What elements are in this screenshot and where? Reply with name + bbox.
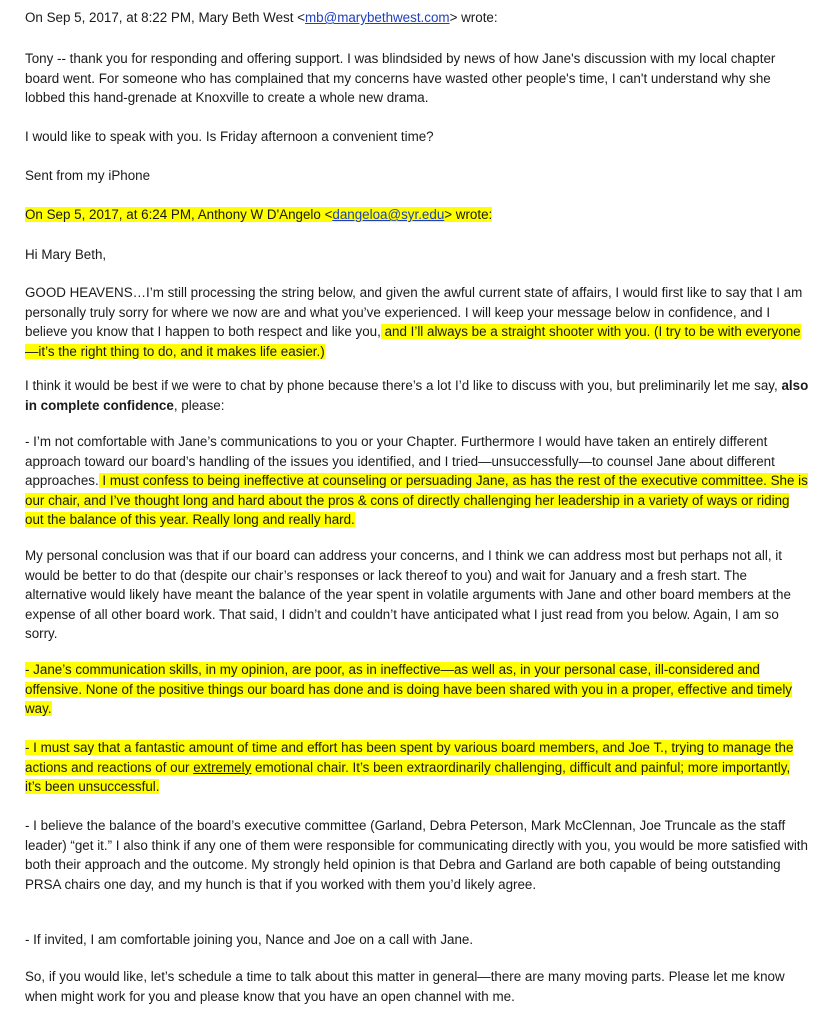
email1-header-prefix: On Sep 5, 2017, at 8:22 PM, Mary Beth West < <box>25 10 305 25</box>
email2-paragraph-4: My personal conclusion was that if our board can address your concerns, and I think we can address most but perhaps not all, it would be better to do that (despite our chair’s responses or lack thereof to you) and wait for January and a fresh start. The alternative would likely have meant the balance of the year spent in volatile arguments with Jane and other board members at the expense of all other board work. That said, I didn’t and couldn’t have anticipated what I just read from you below. Again, I am so sorry. <box>25 548 791 642</box>
email2-paragraph-2 <box>25 376 810 415</box>
email2-header-suffix: > wrote: <box>444 207 493 222</box>
email2-sender-link[interactable]: dangeloa@syr.edu <box>332 207 445 222</box>
email2-paragraph-6 <box>25 738 810 797</box>
email1-paragraph-1: Tony -- thank you for responding and offering support. I was blindsided by news of how Jane's discussion with my local chapter board went. For someone who has complained that my concerns have wasted other people's time, I can't understand why she lobbed this hand-grenade at Knoxville to create a whole new drama. <box>25 51 776 106</box>
email2-paragraph-1 <box>25 283 810 361</box>
p2-bold: also in complete confidence <box>25 378 809 413</box>
p2-before: I think it would be best if we were to chat by phone because there’s a lot I’d like to discuss with you, but preliminarily let me say, <box>25 378 782 393</box>
p5-highlight: - Jane’s communication skills, in my opinion, are poor, as in ineffective—as well as, in your personal case, ill-considered and offensive. None of the positive things our board has done and is doing have been shared with you in a proper, effective and timely way. <box>25 662 792 717</box>
p1-highlight: and I’ll always be a straight shooter with you. (I try to be with everyone—it’s the right thing to do, and it makes life easier.) <box>25 324 801 359</box>
p6-before: - I must say that a fantastic amount of time and effort has been spent by various board members, and Joe T., trying to manage the actions and reactions of our <box>25 740 794 775</box>
email1-signature: Sent from my iPhone <box>25 168 151 183</box>
p6-underline: extremely <box>193 759 252 775</box>
email2-paragraph-9: So, if you would like, let’s schedule a time to talk about this matter in general—there are many moving parts. Please let me know when might work for you and please know that you have an open channel with me. <box>25 969 785 1004</box>
email2-header <box>25 205 810 225</box>
email1-paragraph-2: I would like to speak with you. Is Friday afternoon a convenient time? <box>25 129 434 144</box>
email2-paragraph-5 <box>25 660 810 719</box>
email2-paragraph-3 <box>25 432 810 530</box>
p3-plain: - I’m not comfortable with Jane’s communications to you or your Chapter. Furthermore I would have taken an entirely different approach toward our board’s handling of the issues you identified, and I tried—unsuccessfully—to counsel Jane about different approaches. <box>25 434 775 489</box>
email2-paragraph-7: - I believe the balance of the board’s executive committee (Garland, Debra Peterson, Mark McClennan, Joe Truncale as the staff leader) “get it.” I also think if any one of them were responsible for communicating directly with you, you would be more satisfied with both their approach and the outcome. My strongly held opinion is that Debra and Garland are both capable of being outstanding PRSA chairs one day, and my hunch is that if you worked with them you’d likely agree. <box>25 818 808 892</box>
email1-header-suffix: > wrote: <box>449 10 498 25</box>
p2-after: , please: <box>173 397 225 413</box>
p1-plain: GOOD HEAVENS…I’m still processing the string below, and given the awful current state of affairs, I would first like to say that I am personally truly sorry for where we now are and what you’ve experienced. I will keep your message below in confidence, and I believe you know that I happen to both respect and like you, <box>25 285 803 340</box>
email2-greeting: Hi Mary Beth, <box>25 247 107 262</box>
email2-paragraph-8: - If invited, I am comfortable joining you, Nance and Joe on a call with Jane. <box>25 932 474 947</box>
email2-header-prefix: On Sep 5, 2017, at 6:24 PM, Anthony W D'Angelo < <box>25 207 333 222</box>
p6-after: emotional chair. It’s been extraordinarily challenging, difficult and painful; more importantly, it’s been unsuccessful. <box>25 759 791 795</box>
email1-header <box>25 8 810 28</box>
email1-sender-link[interactable]: mb@marybethwest.com <box>305 10 450 25</box>
p3-highlight: I must confess to being ineffective at counseling or persuading Jane, as has the rest of the executive committee. She is our chair, and I’ve thought long and hard about the pros & cons of directly challenging her leadership in a variety of ways or riding out the balance of this year. Really long and really hard. <box>25 473 808 528</box>
